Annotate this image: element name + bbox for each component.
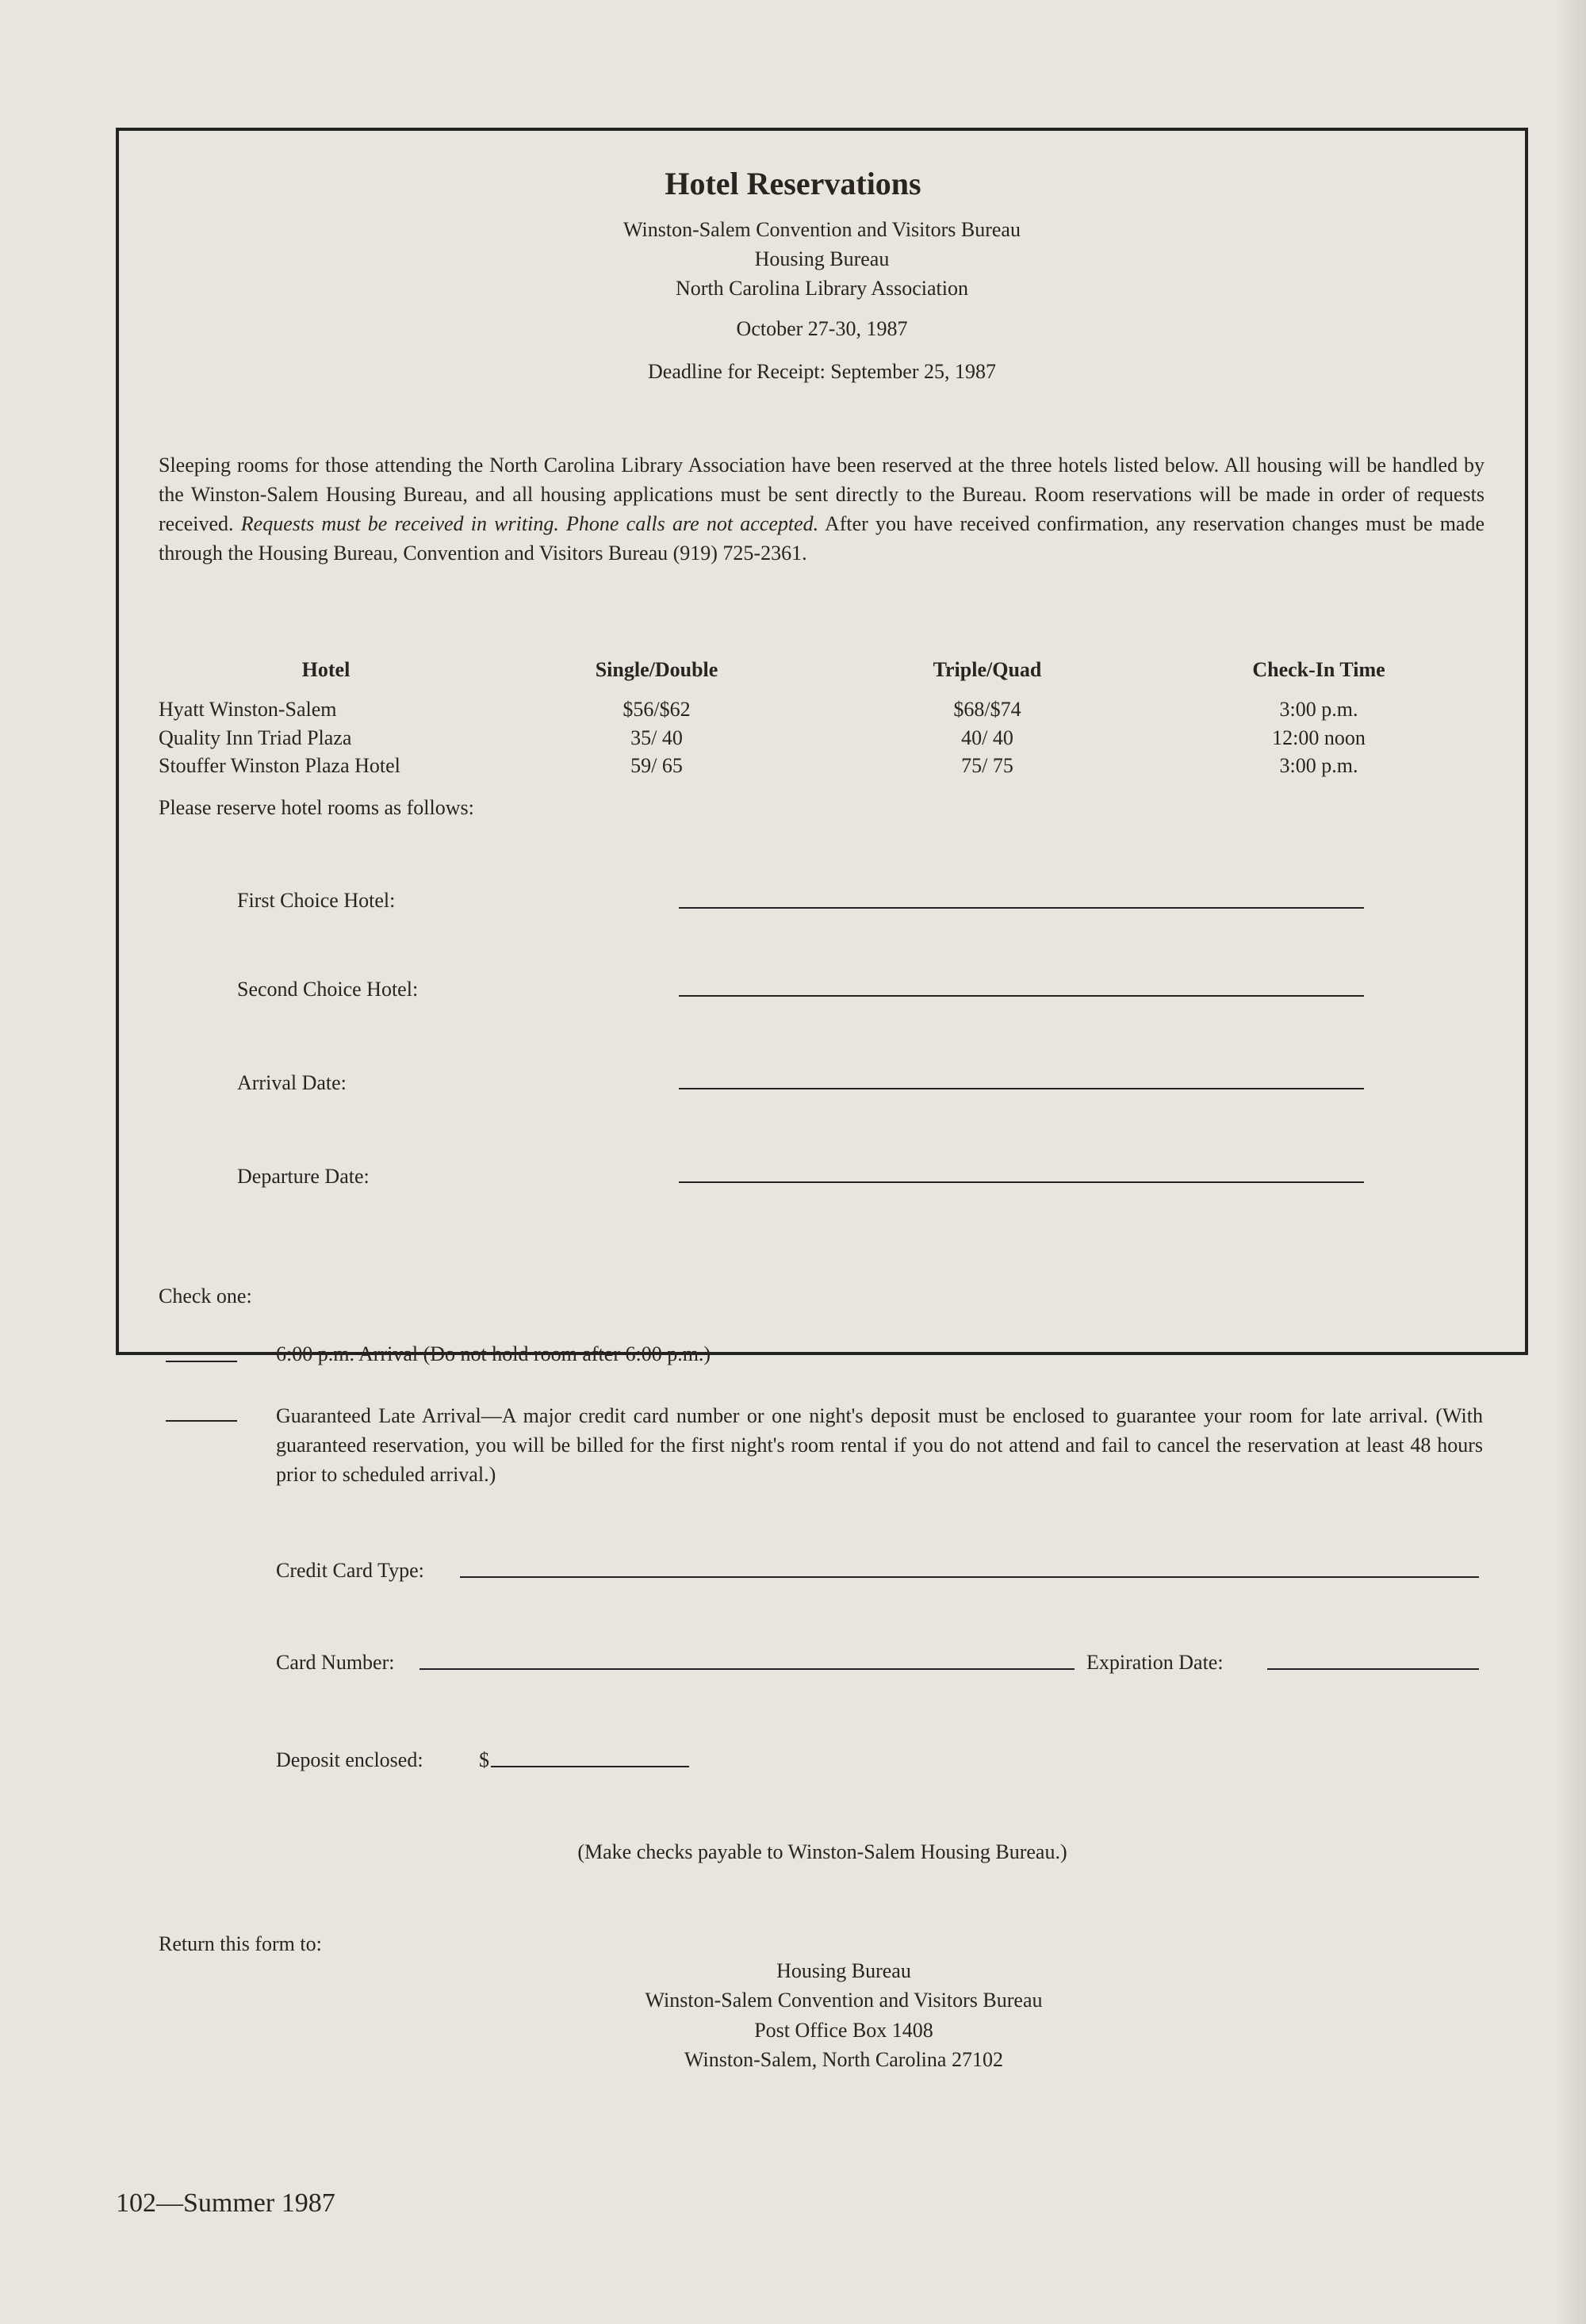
- rate-triple-quad: 40/ 40: [961, 726, 1013, 749]
- address-line: Housing Bureau: [776, 1959, 911, 1982]
- arrival-date-field[interactable]: [679, 1088, 1364, 1089]
- col-header-triple-quad: Triple/Quad: [933, 658, 1042, 681]
- checkin-time: 12:00 noon: [1272, 726, 1366, 749]
- expiration-label: Expiration Date:: [1086, 1651, 1224, 1674]
- rate-triple-quad: $68/$74: [953, 698, 1021, 721]
- col-header-single-double: Single/Double: [595, 658, 718, 681]
- card-number-label: Card Number:: [276, 1651, 395, 1674]
- checks-note: (Make checks payable to Winston-Salem Housing Bureau.): [577, 1840, 1067, 1863]
- card-number-field[interactable]: [419, 1668, 1075, 1670]
- departure-date-label: Departure Date:: [237, 1165, 370, 1188]
- second-choice-field[interactable]: [679, 995, 1364, 997]
- checkin-time: 3:00 p.m.: [1279, 698, 1358, 721]
- expiration-field[interactable]: [1267, 1668, 1479, 1670]
- hotel-name: Quality Inn Triad Plaza: [159, 726, 352, 749]
- rate-triple-quad: 75/ 75: [961, 754, 1013, 777]
- deadline: Deadline for Receipt: September 25, 1987: [648, 360, 996, 383]
- header-line: Winston-Salem Convention and Visitors Bureau: [623, 218, 1021, 241]
- hotel-name: Stouffer Winston Plaza Hotel: [159, 754, 400, 777]
- deposit-label: Deposit enclosed:: [276, 1748, 423, 1771]
- col-header-checkin: Check-In Time: [1252, 658, 1385, 681]
- page-footer: 102—Summer 1987: [116, 2188, 335, 2218]
- second-choice-label: Second Choice Hotel:: [237, 978, 419, 1001]
- rate-single-double: 35/ 40: [630, 726, 683, 749]
- intro-text: After you have received confirmation, any reservation changes must be made through the Housing Bureau, Convention and Visitors Bureau (919) 725-2361.: [159, 512, 1485, 565]
- header-line: Housing Bureau: [754, 247, 890, 270]
- intro-text: Sleeping rooms for those attending the North Carolina Library Association have been reserved at the three hotels listed below. All housing will be handled by the Winston-Salem Housing Bureau, and all housing applications must be sent directly to the Bureau. Room reservations will be made in order of requests received.: [159, 454, 1484, 535]
- deposit-field[interactable]: [491, 1766, 689, 1767]
- header-line: North Carolina Library Association: [676, 277, 968, 300]
- departure-date-field[interactable]: [679, 1181, 1364, 1183]
- currency-symbol: $: [479, 1748, 489, 1771]
- event-dates: October 27-30, 1987: [736, 317, 908, 340]
- address-line: Post Office Box 1408: [754, 2019, 933, 2042]
- hotel-name: Hyatt Winston-Salem: [159, 698, 337, 721]
- intro-emphasis: Requests must be received in writing. Phone calls are not accepted.: [240, 512, 819, 535]
- six-pm-arrival-option: 6:00 p.m. Arrival (Do not hold room after 6:00 p.m.): [276, 1342, 711, 1365]
- intro-paragraph: [159, 450, 1484, 568]
- rate-single-double: 59/ 65: [630, 754, 683, 777]
- address-line: Winston-Salem, North Carolina 27102: [684, 2048, 1003, 2071]
- reserve-prompt: Please reserve hotel rooms as follows:: [159, 796, 474, 819]
- guaranteed-arrival-checkbox[interactable]: [166, 1420, 237, 1422]
- address-line: Winston-Salem Convention and Visitors Bureau: [645, 1989, 1043, 2012]
- six-pm-arrival-checkbox[interactable]: [166, 1361, 237, 1362]
- arrival-date-label: Arrival Date:: [237, 1071, 347, 1094]
- first-choice-label: First Choice Hotel:: [237, 889, 396, 912]
- first-choice-field[interactable]: [679, 907, 1364, 909]
- form-title: Hotel Reservations: [665, 166, 921, 201]
- check-one-label: Check one:: [159, 1285, 252, 1307]
- rate-single-double: $56/$62: [623, 698, 691, 721]
- card-type-label: Credit Card Type:: [276, 1559, 424, 1582]
- checkin-time: 3:00 p.m.: [1279, 754, 1358, 777]
- page-spine-shadow: [1554, 0, 1586, 2324]
- col-header-hotel: Hotel: [301, 658, 351, 681]
- return-label: Return this form to:: [159, 1932, 322, 1955]
- guaranteed-arrival-option: Guaranteed Late Arrival—A major credit card number or one night's deposit must be enclosed to guarantee your room for late arrival. (With guaranteed reservation, you will be billed for the first night's room rental if you do not attend and fail to cancel the reservation at least 48 hours prior to scheduled arrival.): [276, 1404, 1483, 1486]
- card-type-field[interactable]: [460, 1576, 1479, 1578]
